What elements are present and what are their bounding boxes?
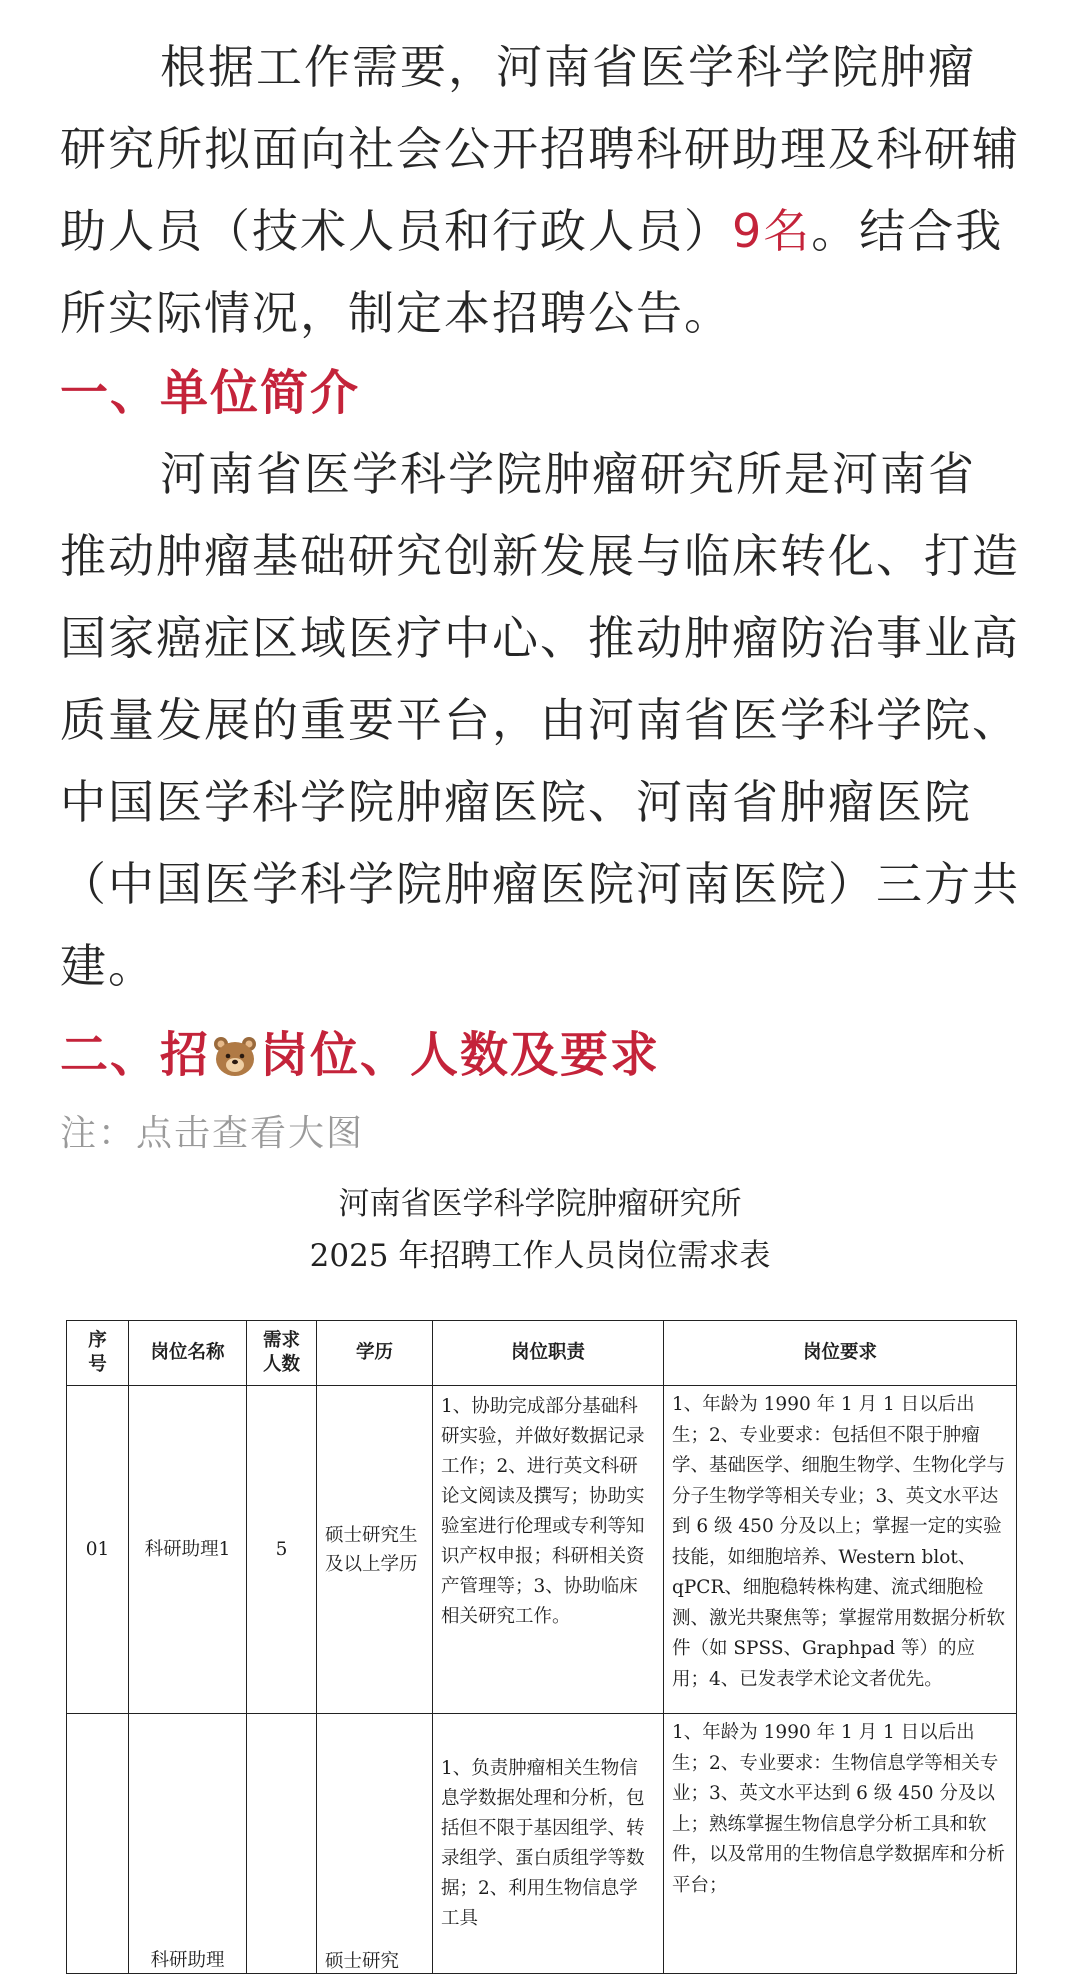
cell-duties: 1、负责肿瘤相关生物信息学数据处理和分析，包括但不限于基因组学、转录组学、蛋白质组学等数据；2、利用生物信息学工具 [433, 1714, 664, 1974]
section1-body: 河南省医学科学院肿瘤研究所是河南省推动肿瘤基础研究创新发展与临床转化、打造国家癌症区域医疗中心、推动肿瘤防治事业高质量发展的重要平台，由河南省医学科学院、中国医学科学院肿瘤医院、河南省肿瘤医院（中国医学科学院肿瘤医院河南医院）三方共建。 [60, 447, 1020, 993]
table-header-row [67, 1321, 1017, 1386]
intro-paragraph: 根据工作需要，河南省医学科学院肿瘤研究所拟面向社会公开招聘科研助理及科研辅助人员（技术人员和行政人员）9名。结合我所实际情况，制定本招聘公告。 [60, 40, 1020, 340]
cell-no [67, 1714, 129, 1974]
position-table[interactable] [66, 1320, 1017, 1974]
cell-name: 科研助理1 [129, 1386, 247, 1714]
cell-reqs: 1、年龄为 1990 年 1 月 1 日以后出生；2、专业要求：生物信息学等相关专业；3、英文水平达到 6 级 450 分及以上；熟练掌握生物信息学分析工具和软件，以及常用的生物信息学数据库和分析平台； [664, 1714, 1017, 1974]
section2-heading: 二、招 岗位、人数及要求 [60, 1027, 661, 1083]
section1-heading: 一、单位简介 [60, 365, 361, 421]
header-duties: 岗位职责 [433, 1321, 664, 1386]
header-no: 序号 [67, 1321, 129, 1386]
header-name: 岗位名称 [129, 1321, 247, 1386]
cell-name: 科研助理 [129, 1714, 247, 1974]
highlight-count: 9名 [732, 204, 812, 258]
cell-count [247, 1714, 317, 1974]
table-row [67, 1386, 1017, 1714]
table-title-line2: 2025 年招聘工作人员岗位需求表 [309, 1238, 771, 1274]
table-row [67, 1714, 1017, 1974]
cell-edu: 硕士研究生及以上学历 [317, 1386, 433, 1714]
cell-count: 5 [247, 1386, 317, 1714]
cell-reqs: 1、年龄为 1990 年 1 月 1 日以后出生；2、专业要求：包括但不限于肿瘤学、基础医学、细胞生物学、生物化学与分子生物学等相关专业；3、英文水平达到 6 级 450 分及以上；掌握一定的实验技能，如细胞培养、Western blot、qPCR、细胞稳转株构建、流式细胞检测、激光共聚焦等；掌握常用数据分析软件（如 SPSS、Graphpad 等）的应用；4、已发表学术论文者优先。 [664, 1386, 1017, 1714]
header-count: 需求人数 [247, 1321, 317, 1386]
cell-no: 01 [67, 1386, 129, 1714]
header-edu: 学历 [317, 1321, 433, 1386]
table-title-line1: 河南省医学科学院肿瘤研究所 [338, 1186, 742, 1222]
header-reqs: 岗位要求 [664, 1321, 1017, 1386]
cell-edu: 硕士研究 [317, 1714, 433, 1974]
note-text: 注：点击查看大图 [60, 1113, 365, 1154]
cell-duties: 1、协助完成部分基础科研实验，并做好数据记录工作；2、进行英文科研论文阅读及撰写；协助实验室进行伦理或专利等知识产权申报；科研相关资产管理等；3、协助临床相关研究工作。 [433, 1386, 664, 1714]
bear-emoji-icon [212, 1033, 258, 1075]
